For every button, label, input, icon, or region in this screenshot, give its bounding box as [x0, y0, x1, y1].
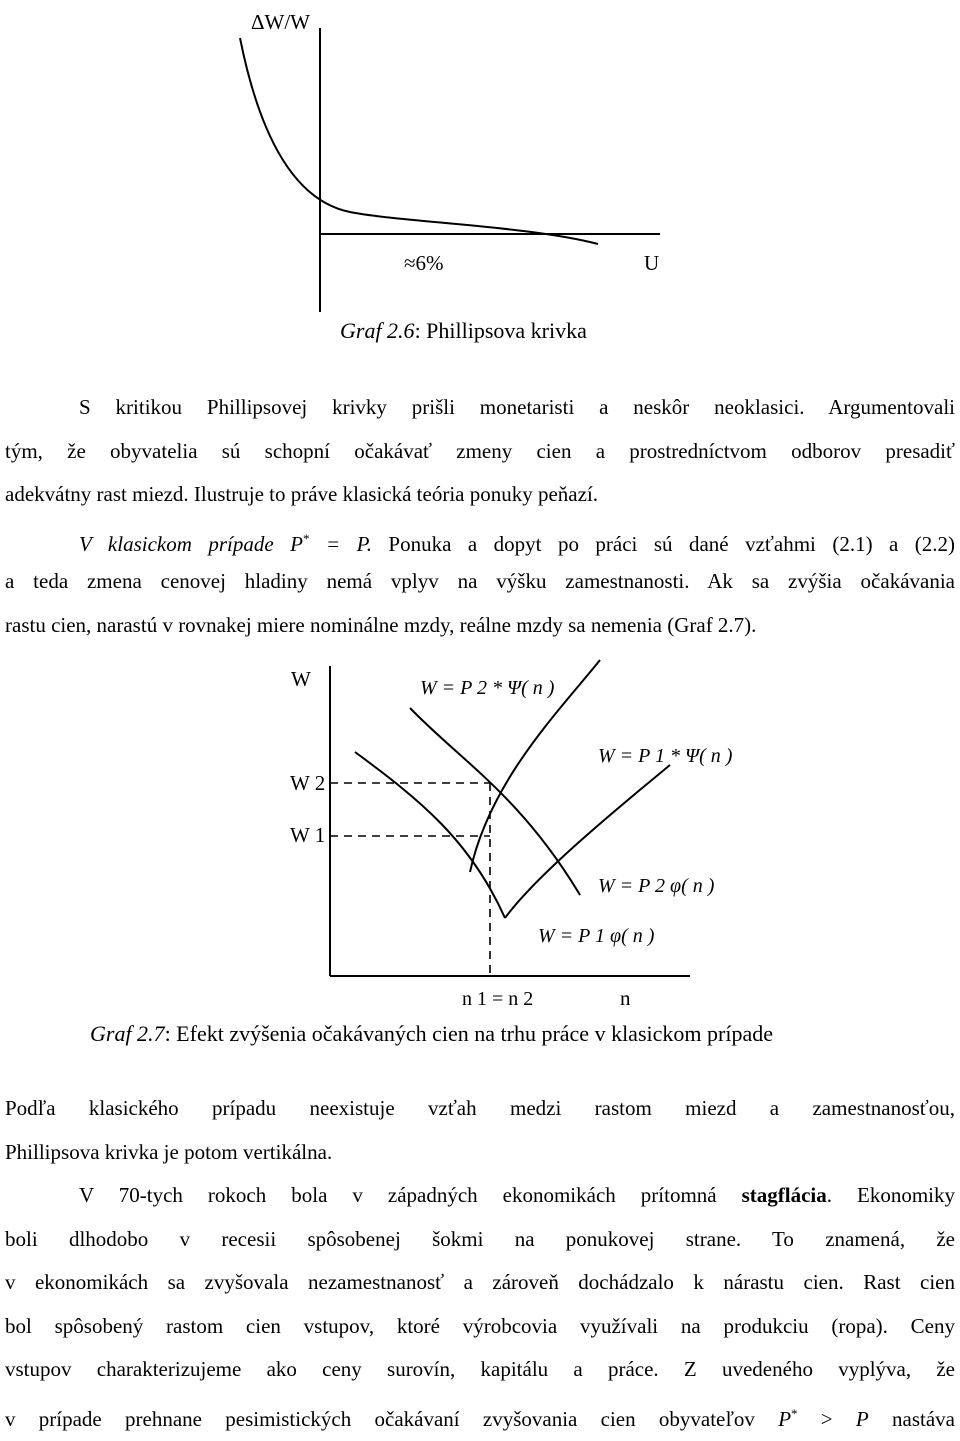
stagflation-term: stagflácia	[741, 1183, 827, 1207]
caption-prefix: Graf 2.6	[340, 318, 415, 343]
paragraph-line: bol spôsobený rastom cien vstupov, ktoré výrobcovia využívali na produkciu (ropa). Ceny	[5, 1313, 955, 1338]
formula-star: *	[302, 530, 310, 546]
text-after-bold: . Ekonomiky	[826, 1183, 956, 1207]
caption-text: : Phillipsova krivka	[414, 318, 587, 343]
demand-curve-p1	[355, 752, 505, 918]
formula-p: P	[290, 531, 303, 556]
caption-prefix: Graf 2.7	[90, 1021, 165, 1046]
paragraph-line: boli dlhodobo v recesii spôsobenej šokmi na ponukovej strane. To znamená, že	[5, 1226, 955, 1251]
paragraph-stagflation	[5, 1174, 955, 1435]
paragraph-vertical-phillips	[5, 1087, 955, 1174]
formula-line-rest: Ponuka a dopyt po práci sú dané vzťahmi (2.1) a (2.2)	[388, 531, 956, 556]
y-axis-label: ΔW/W	[251, 10, 310, 34]
paragraph-line: Phillipsova krivka je potom vertikálna.	[5, 1139, 333, 1164]
x-tick-label: n 1 = n 2	[462, 988, 534, 1010]
paragraph-line-formula	[5, 1392, 955, 1436]
graph-27-caption	[90, 1021, 773, 1047]
last-line-after: nastáva	[892, 1406, 956, 1431]
w2-label: W 2	[290, 771, 326, 795]
caption-text: : Efekt zvýšenia očakávaných cien na trhu práce v klasickom prípade	[164, 1021, 773, 1046]
paragraph-line	[5, 1174, 955, 1218]
w1-label: W 1	[290, 823, 326, 847]
x-tick-label: ≈6%	[404, 251, 444, 275]
formula-rest: = P.	[325, 531, 372, 556]
paragraph-line: a teda zmena cenovej hladiny nemá vplyv na výšku zamestnanosti. Ak sa zvýšia očakávania	[5, 569, 955, 593]
paragraph-line: tým, že obyvatelia sú schopní očakávať zmeny cien a prostredníctvom odborov presadiť	[5, 438, 955, 463]
text-before-bold: V 70-tych rokoch bola v západných ekonomikách prítomná	[79, 1183, 717, 1207]
paragraph-line: adekvátny rast miezd. Ilustruje to práve klasická teória ponuky peňazí.	[5, 482, 599, 506]
formula-p: P	[778, 1406, 792, 1431]
paragraph-line: v ekonomikách sa zvyšovala nezamestnanosť a zároveň dochádzalo k nárastu cien. Rast cien	[5, 1270, 955, 1294]
paragraph-line: rastu cien, narastú v rovnakej miere nominálne mzdy, reálne mzdy sa nemenia (Graf 2.7).	[5, 612, 757, 637]
y-axis-label: W	[291, 667, 311, 691]
curve-label-p2-phi: W = P 2 φ( n )	[598, 875, 715, 897]
x-axis-label: n	[620, 986, 631, 1010]
last-line-before: v prípade prehnane pesimistických očakávaní zvyšovania cien obyvateľov	[5, 1406, 755, 1431]
paragraph-line: vstupov charakterizujeme ako ceny surovín, kapitálu a práce. Z uvedeného vyplýva, že	[5, 1357, 955, 1381]
curve-label-p2-psi: W = P 2 * Ψ( n )	[420, 677, 555, 699]
curve-label-p1-phi: W = P 1 φ( n )	[538, 925, 655, 947]
formula-p2: P	[855, 1406, 869, 1431]
formula-gt: >	[820, 1406, 833, 1431]
curve-label-p1-psi: W = P 1 * Ψ( n )	[598, 745, 733, 767]
x-axis-label: U	[644, 251, 660, 275]
formula-star: *	[791, 1405, 798, 1421]
formula-intro: V klasickom prípade	[79, 531, 274, 556]
paragraph-line: Podľa klasického prípadu neexistuje vzťah medzi rastom miezd a zamestnanosťou,	[5, 1096, 955, 1120]
paragraph-line: S kritikou Phillipsovej krivky prišli monetaristi a neskôr neoklasici. Argumentovali	[79, 395, 955, 419]
